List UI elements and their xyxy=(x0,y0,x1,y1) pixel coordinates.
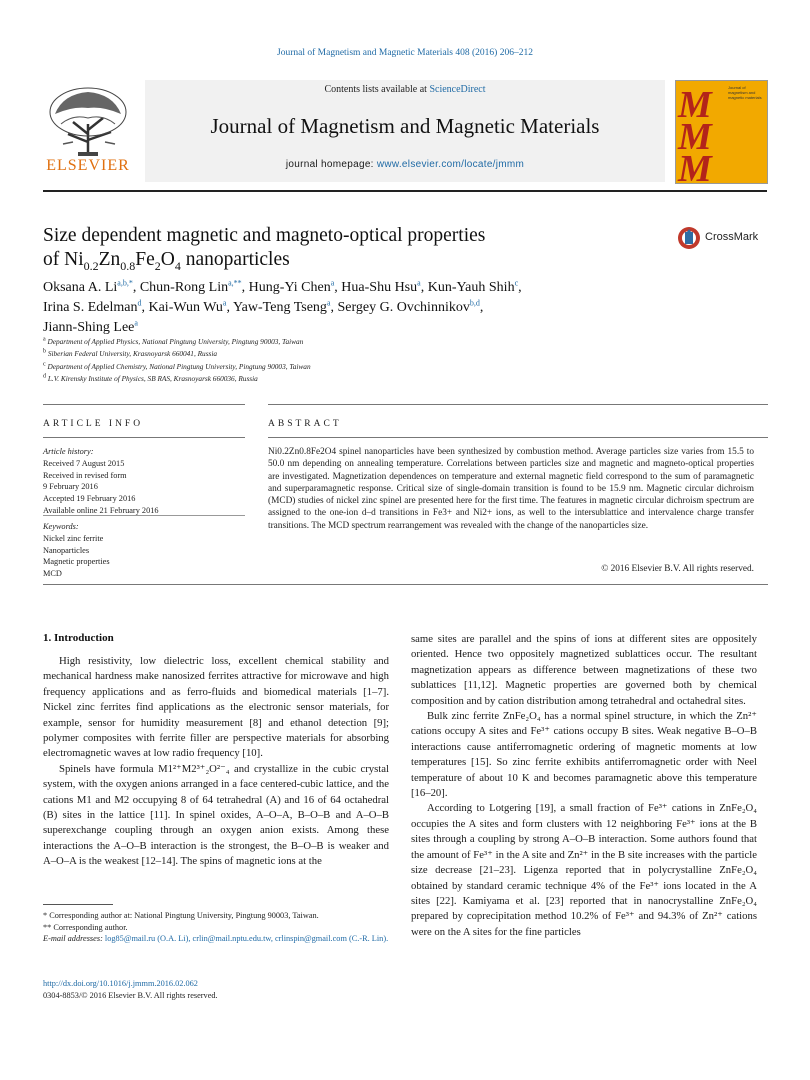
author-name[interactable]: Hung-Yi Chen xyxy=(248,280,331,295)
affiliation-text: Department of Applied Chemistry, National Pingtung University, Pingtung 90003, Taiwan xyxy=(47,361,311,371)
divider xyxy=(268,437,768,438)
title-formula: $Ni_{0.2}Zn_{0.8}Fe_2O_4$ xyxy=(64,249,181,273)
section-heading-introduction: 1. Introduction xyxy=(43,632,114,644)
svg-text:M: M xyxy=(678,84,712,126)
body-paragraph: According to Lotgering [19], a small fraction of Fe³⁺ cations in ZnFe₂O₄ occupies the A sites and form clusters with 12 neighboring Fe³⁺ ions at the B sites through a coupling by strong A–O–B interaction. Some authors found that the amount of Fe³⁺ in the A site and Zn²⁺ in the B site increases with the particle size decrease [21–23]. Ligenza reported that in polycrystalline ZnFe₂O₄ obtained by standard ceramic technique 4% of the Fe³⁺ ions located in the A sites [22]. Kamiyama et al. [23] reported that in nanocrystalline ZnFe₂O₄ prepared by coprecipitation method 10.2% of Fe³⁺ and 94.3% of Zn²⁺ cations were on the A sites for the fine particles xyxy=(411,802,757,938)
author-marks: a,** xyxy=(228,278,242,288)
title-prefix: of xyxy=(43,249,65,270)
abstract-text: Ni0.2Zn0.8Fe2O4 spinel nanoparticles have been synthesized by combustion method. Average particles size varies from 15.5 to 50.0 nm depending on annealing temperature. Correlations between particles size and magnetic and magneto-optical properties are investigated. Magnetization dependences on temperature and external magnetic field correspond to the sum of paramagnetic and superparamagnetic response. Critical size of single-domain transition is found to be 15.9 nm. Magnetic circular dichroism (MCD) studies of nickel zinc spinel are presented here for the first time. The features in magnetic circular dichroism spectrum are assigned to the one-ion d–d transitions in Fe3+ and Ni2+ ions, as well to the intersublattice and intervalence charge transfer transitions. The MCD spectrum rearrangement was revealed with the change of the nanoparticles size. xyxy=(268,447,754,531)
affiliation-mark: c xyxy=(43,361,46,368)
author-marks: b,d xyxy=(469,298,480,308)
history-label: Article history: xyxy=(43,447,94,456)
homepage-prefix: journal homepage: xyxy=(285,159,377,170)
body-column-right xyxy=(411,632,757,940)
affiliation-text: Department of Applied Physics, National Pingtung University, Pingtung 90003, Taiwan xyxy=(47,337,304,346)
journal-citation[interactable]: Journal of Magnetism and Magnetic Materials 408 (2016) 206–212 xyxy=(277,48,533,58)
emails-text[interactable]: log85@mail.ru (O.A. Li), crlin@mail.nptu.edu.tw, crlinspin@gmail.com (C.-R. Lin). xyxy=(104,934,389,944)
contents-prefix: Contents lists available at xyxy=(324,84,430,95)
author-list: Oksana A. $Li^{a,b,*}$, Chun-Rong Lin$^{a,**}$, Hung-Yi Chen$^a$, Hua-Shu Hsu$^a$, Kun-Yauh Shih$^c$, Irina S. Edelman$^d$, Kai-Wun Wu$^a$, Yaw-Teng Tseng$^a$, Sergey G. Ovchinnikov$^{b,d}$, Jiann-Shing Lee$^a$ xyxy=(43,278,522,335)
divider xyxy=(43,404,245,405)
keyword-item: Nickel zinc ferrite xyxy=(43,533,104,543)
author-name[interactable]: Sergey G. Ovchinnikov xyxy=(337,300,470,315)
sciencedirect-link[interactable]: ScienceDirect xyxy=(429,84,486,95)
author-marks: a xyxy=(222,298,227,308)
author-name[interactable]: Irina S. Edelman xyxy=(43,300,138,315)
keywords-label: Keywords: xyxy=(43,522,79,531)
keyword-item: Magnetic properties xyxy=(43,557,110,567)
article-history xyxy=(43,446,245,517)
history-item: Available online 21 February 2016 xyxy=(43,505,159,515)
doi-link[interactable]: http://dx.doi.org/10.1016/j.jmmm.2016.02.062 xyxy=(43,979,198,988)
keyword-item: MCD xyxy=(43,569,62,579)
header-divider xyxy=(43,190,767,192)
abstract-copyright: © 2016 Elsevier B.V. All rights reserved. xyxy=(601,564,754,574)
keyword-item: Nanoparticles xyxy=(43,545,90,555)
footnote-divider xyxy=(43,904,113,905)
affiliation-text: L.V. Kirensky Institute of Physics, SB RAS, Krasnoyarsk 660036, Russia xyxy=(47,373,258,383)
footnote-corresponding-1: * Corresponding author at: National Pingtung University, Pingtung 90003, Taiwan. xyxy=(43,911,319,920)
journal-homepage-line xyxy=(145,159,665,170)
affiliation-mark: a xyxy=(43,336,46,343)
author-name[interactable]: Chun-Rong Lin xyxy=(139,280,229,295)
author-name[interactable]: Yaw-Teng Tseng xyxy=(232,300,327,315)
affiliation-item xyxy=(43,373,643,385)
doi-block xyxy=(43,978,218,1002)
author-marks: a xyxy=(330,278,335,288)
journal-title: Journal of Magnetism and Magnetic Materials xyxy=(210,114,600,138)
affiliation-mark: d xyxy=(43,373,46,380)
history-item: 9 February 2016 xyxy=(43,482,98,492)
body-paragraph: Spinels have formula M1²⁺M2³⁺₂O²⁻₄ and crystallize in the cubic crystal system, with the oxygen anions arranged in a face centered-cubic lattice, and the cations M1 and M2 occupying 8 of 64 tetrahedral (A) and 16 of 64 octahedral (B) sites in the lattice [11]. In spinel oxides, A–O–A, B–O–B and A–O–B superexchange coupling through an oxygen anion exists. Among these interactions the A–O–B interaction is the strongest, the B–O–B is weaker and A–O–A is the weakest [12–14]. The spins of magnetic ions at the xyxy=(43,762,389,868)
crossmark-label[interactable]: CrossMark xyxy=(705,231,759,243)
footnote-emails xyxy=(43,933,389,945)
elsevier-wordmark: ELSEVIER xyxy=(46,157,130,174)
affiliation-list xyxy=(43,336,643,385)
author-name[interactable]: Oksana A. Li xyxy=(43,280,118,295)
article-title xyxy=(43,224,663,272)
author-marks: a xyxy=(417,278,421,288)
footnote-corresponding-2: ** Corresponding author. xyxy=(43,922,128,932)
affiliation-item xyxy=(43,348,643,360)
article-title-line-2 xyxy=(43,248,663,272)
svg-text:M: M xyxy=(678,116,712,158)
homepage-link[interactable]: www.elsevier.com/locate/jmmm xyxy=(376,159,525,170)
divider xyxy=(43,515,245,516)
author-name[interactable]: Kun-Yauh Shih xyxy=(427,280,515,295)
author-marks: a xyxy=(134,318,138,328)
contents-available-line xyxy=(145,84,665,95)
article-info-heading: ARTICLE INFO xyxy=(43,419,144,429)
affiliation-item xyxy=(43,361,643,373)
author-name[interactable]: Hua-Shu Hsu xyxy=(341,280,418,295)
affiliation-text: Siberian Federal University, Krasnoyarsk 660041, Russia xyxy=(47,349,218,359)
author-marks: d xyxy=(137,298,142,308)
emails-label: E-mail addresses: xyxy=(43,934,103,944)
author-marks: a xyxy=(326,298,331,308)
issn-copyright: 0304-8853/© 2016 Elsevier B.V. All rights reserved. xyxy=(43,991,218,1000)
divider xyxy=(43,437,245,438)
author-marks: c xyxy=(514,278,519,288)
history-item: Accepted 19 February 2016 xyxy=(43,494,136,504)
cover-title-text: Journal of magnetism and magnetic materials xyxy=(728,85,762,100)
divider xyxy=(43,584,768,585)
body-paragraph: Bulk zinc ferrite ZnFe₂O₄ has a normal spinel structure, in which the Zn²⁺ cations occupy A sites and Fe³⁺ cations occupy B sites. Weak negative B–O–B interactions cause antiferromagnetic ordering of magnetic moments at low temperatures [15]. So zinc ferrite exhibits antiferromagnetic order with Neel temperature of about 10 K and becomes paramagnetic above this temperature [16–20]. xyxy=(411,710,757,800)
journal-cover-thumbnail[interactable] xyxy=(675,80,768,184)
author-name[interactable]: Jiann-Shing Lee xyxy=(43,320,135,335)
author-name[interactable]: Kai-Wun Wu xyxy=(148,300,223,315)
article-title-line-1: Size dependent magnetic and magneto-optical properties xyxy=(43,225,486,246)
body-column-left xyxy=(43,654,389,870)
history-item: Received 7 August 2015 xyxy=(43,458,125,468)
keywords xyxy=(43,521,245,580)
footnotes xyxy=(43,910,389,945)
abstract-heading: ABSTRACT xyxy=(268,419,342,429)
affiliation-mark: b xyxy=(43,348,46,355)
affiliation-item xyxy=(43,336,643,348)
author-marks: a,b,* xyxy=(117,278,133,288)
title-suffix: nanoparticles xyxy=(180,249,290,270)
history-item: Received in revised form xyxy=(43,470,127,480)
divider xyxy=(268,404,768,405)
body-paragraph: High resistivity, low dielectric loss, excellent chemical stability and mechanical hardness make nanosized ferrites attractive for microwave and high frequency applications and as ferro-fluids and biomedical materials [1–7]. Nickel zinc ferrites find applications as the electronic sensor materials, for example, sensor for humidity measurement [8] and ethanol detection [9]; polymer composites with ferrite filler are perspective materials for absorbing electromagnetic waves at low radio frequency [10]. xyxy=(43,655,389,760)
body-paragraph: same sites are parallel and the spins of ions at different sites are oppositely oriented. Hence two oppositely magnetized sublattices occur. The resultant magnetization appears as difference between magnetizations of these two sublattices [11,12]. Magnetic properties are governed both by chemical composition and by cation distribution among tetrahedral and octahedral sites. xyxy=(411,633,757,707)
svg-text:M: M xyxy=(678,148,712,183)
